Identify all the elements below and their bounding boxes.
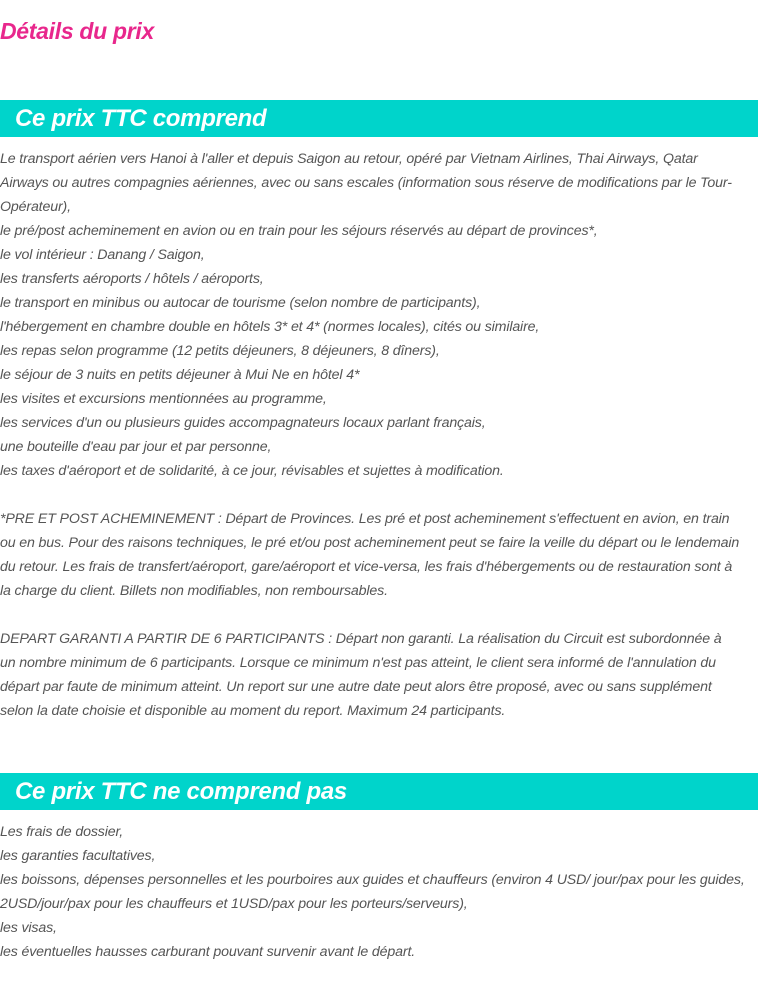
includes-list: [0, 147, 758, 483]
includes-line: une bouteille d'eau par jour et par personne,: [0, 439, 272, 455]
excludes-line: Les frais de dossier,: [0, 824, 124, 840]
includes-line: le transport en minibus ou autocar de tourisme (selon nombre de participants),: [0, 295, 481, 311]
page-title: Détails du prix: [0, 18, 154, 44]
includes-line: les transferts aéroports / hôtels / aéroports,: [0, 271, 264, 287]
excludes-line: les éventuelles hausses carburant pouvant survenir avant le départ.: [0, 944, 416, 960]
note-line: départ par faute de minimum atteint. Un report sur une autre date peut alors être proposé, avec ou sans supplément: [0, 679, 712, 695]
includes-line: Le transport aérien vers Hanoi à l'aller et depuis Saigon au retour, opéré par Vietnam Airlines, Thai Airways, Qatar: [0, 151, 698, 167]
pre-post-note: [0, 507, 758, 603]
note-line: un nombre minimum de 6 participants. Lorsque ce minimum n'est pas atteint, le client sera informé de l'annulation du: [0, 655, 716, 671]
excludes-line: les visas,: [0, 920, 57, 936]
excludes-line: les boissons, dépenses personnelles et les pourboires aux guides et chauffeurs (environ 4 USD/ jour/pax pour les guides,: [0, 872, 745, 888]
includes-line: le séjour de 3 nuits en petits déjeuner à Mui Ne en hôtel 4*: [0, 367, 360, 383]
excludes-line: les garanties facultatives,: [0, 848, 156, 864]
section-header-includes: Ce prix TTC comprend: [0, 100, 758, 137]
section-header-excludes: Ce prix TTC ne comprend pas: [0, 773, 758, 810]
includes-line: les repas selon programme (12 petits déjeuners, 8 déjeuners, 8 dîners),: [0, 343, 440, 359]
note-line: DEPART GARANTI A PARTIR DE 6 PARTICIPANTS : Départ non garanti. La réalisation du Circuit est subordonnée à: [0, 631, 722, 647]
excludes-list: [0, 820, 758, 964]
includes-line: Opérateur),: [0, 199, 71, 215]
note-line: ou en bus. Pour des raisons techniques, le pré et/ou post acheminement peut se faire la veille du départ ou le lendemain: [0, 535, 740, 551]
includes-line: les services d'un ou plusieurs guides accompagnateurs locaux parlant français,: [0, 415, 486, 431]
includes-line: le vol intérieur : Danang / Saigon,: [0, 247, 205, 263]
includes-line: le pré/post acheminement en avion ou en train pour les séjours réservés au départ de provinces*,: [0, 223, 598, 239]
excludes-line: 2USD/jour/pax pour les chauffeurs et 1USD/pax pour les porteurs/serveurs),: [0, 896, 468, 912]
includes-line: Airways ou autres compagnies aériennes, avec ou sans escales (information sous réserve de modifications par le Tour-: [0, 175, 732, 191]
note-line: selon la date choisie et disponible au moment du report. Maximum 24 participants.: [0, 703, 506, 719]
note-line: la charge du client. Billets non modifiables, non remboursables.: [0, 583, 388, 599]
note-line: du retour. Les frais de transfert/aéroport, gare/aéroport et vice-versa, les frais d'hébergements ou de restauration sont à: [0, 559, 733, 575]
note-line: *PRE ET POST ACHEMINEMENT : Départ de Provinces. Les pré et post acheminement s'effectuent en avion, en train: [0, 511, 730, 527]
includes-line: les taxes d'aéroport et de solidarité, à ce jour, révisables et sujettes à modification.: [0, 463, 504, 479]
guarantee-note: [0, 627, 758, 723]
includes-line: l'hébergement en chambre double en hôtels 3* et 4* (normes locales), cités ou similaire,: [0, 319, 540, 335]
includes-line: les visites et excursions mentionnées au programme,: [0, 391, 327, 407]
